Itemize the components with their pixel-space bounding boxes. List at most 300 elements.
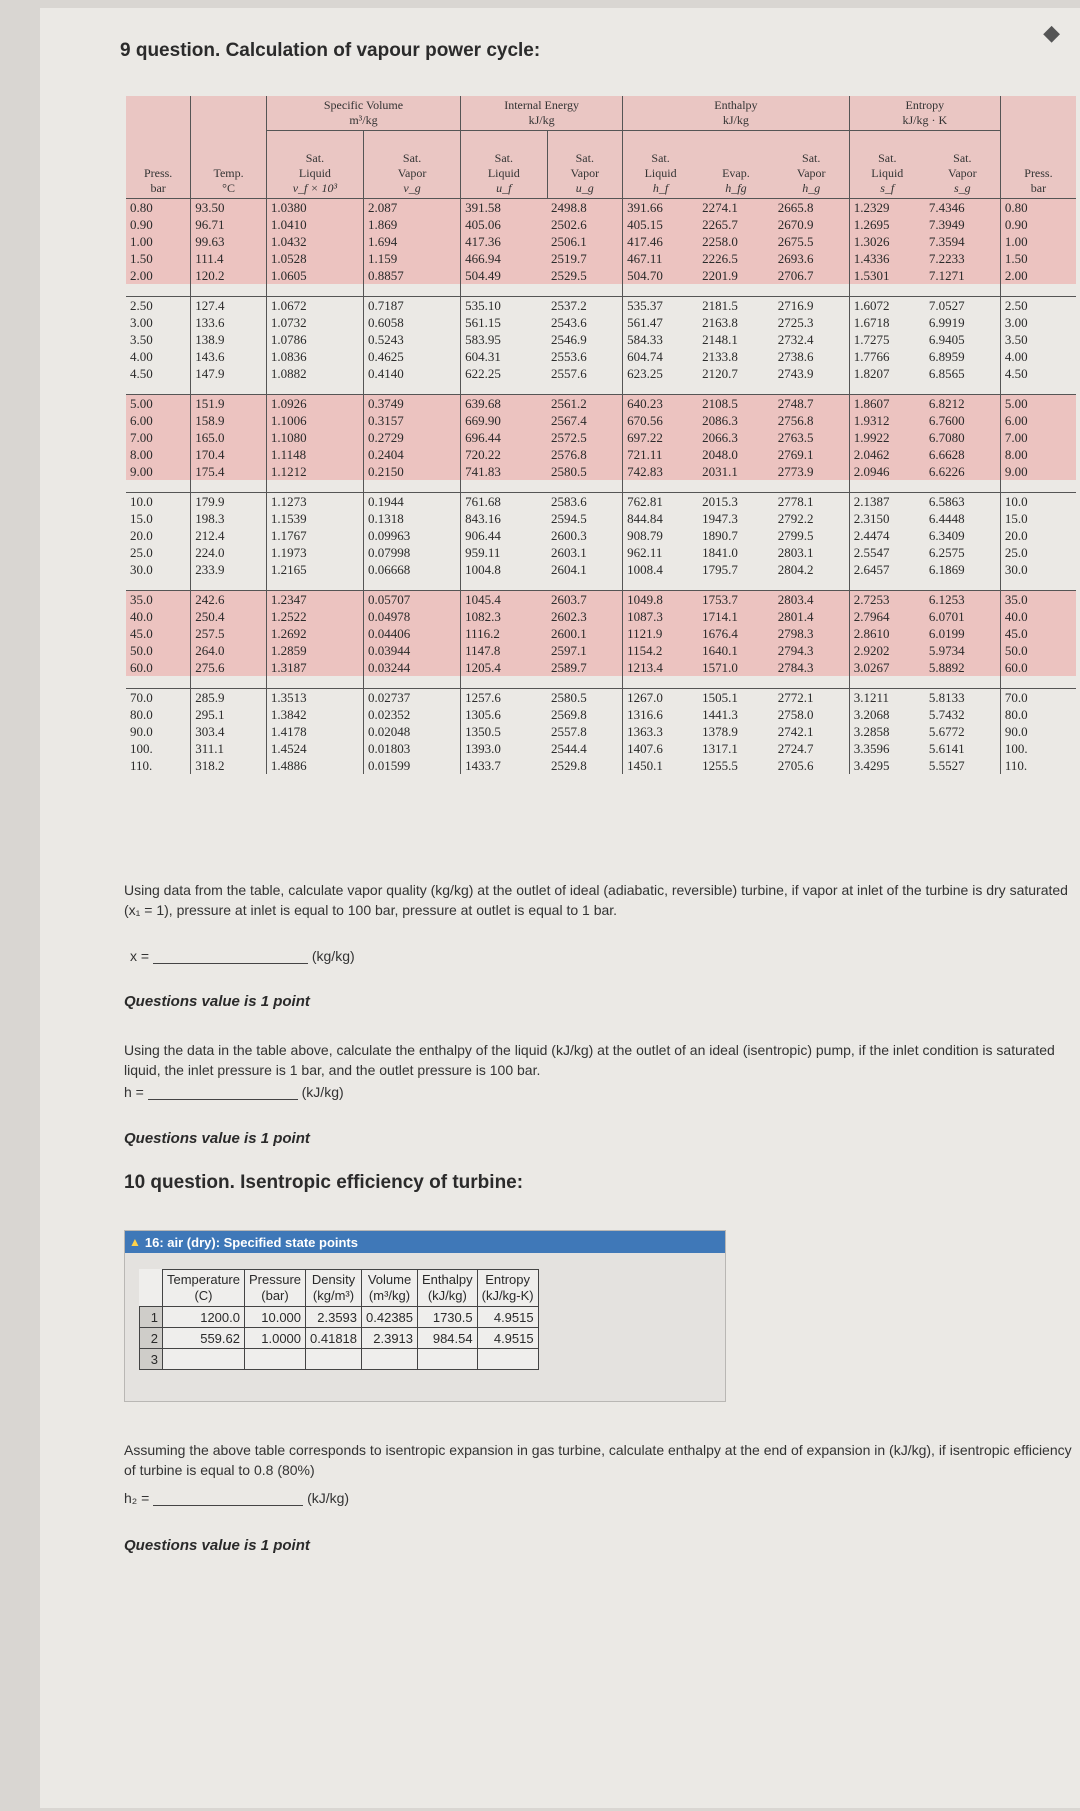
table-cell: 257.5 [191, 625, 267, 642]
table-cell: 5.6772 [928, 724, 965, 739]
table-cell: 3.4295 [849, 757, 925, 774]
table-cell: 2201.9 [698, 267, 774, 284]
table-cell: 0.7187 [363, 297, 460, 315]
table-cell: 100. [130, 741, 153, 756]
air-table-cell [163, 1349, 245, 1370]
table-cell: 1.1148 [266, 446, 363, 463]
table-cell: 504.70 [623, 267, 699, 284]
table-cell: 1.1973 [266, 544, 363, 561]
table-cell: 0.80 [1000, 199, 1076, 217]
spacer-cell [547, 676, 623, 689]
table-cell: 2738.6 [777, 349, 814, 364]
table-cell: 2133.8 [702, 349, 738, 364]
table-cell: 198.3 [191, 510, 267, 527]
table-row [126, 395, 1076, 413]
table-cell: 1.1006 [266, 412, 363, 429]
q10-text: Assuming the above table corresponds to isentropic expansion in gas turbine, calculate enthalpy at the end of expansion in (kJ/kg), if isentropic efficiency of turbine is equal to 0.8 (80%) [124, 1442, 1072, 1478]
table-cell: 224.0 [191, 544, 267, 561]
table-cell: 1.6718 [849, 314, 925, 331]
answer3-unit: (kJ/kg) [307, 1490, 350, 1506]
table-cell: 535.37 [623, 297, 699, 315]
table-cell: 2794.3 [774, 642, 850, 659]
table-cell: 2792.2 [777, 511, 814, 526]
q10-answer-line [124, 1490, 349, 1506]
steam-table-container [126, 96, 1076, 774]
spacer-cell [363, 284, 460, 297]
spec-vol-unit: m³/kg [349, 113, 378, 127]
table-cell: 2769.1 [774, 446, 850, 463]
table-cell: 1505.1 [698, 689, 774, 707]
air-state-table [139, 1269, 539, 1370]
table-cell: 25.0 [130, 545, 153, 560]
table-cell: 0.02737 [363, 689, 460, 707]
table-cell: 2.1387 [849, 493, 925, 511]
row-index: 1 [140, 1307, 163, 1328]
table-cell: 110. [130, 758, 153, 773]
table-cell: 561.47 [623, 314, 699, 331]
spacer-cell [1000, 284, 1076, 297]
table-cell: 0.90 [126, 216, 191, 233]
table-cell: 0.3749 [363, 395, 460, 413]
spacer-cell [623, 382, 699, 395]
air-table-cell: 0.42385 [362, 1307, 418, 1328]
table-cell: 4.00 [1000, 348, 1076, 365]
table-cell: 2.4474 [849, 527, 925, 544]
table-cell: 2799.5 [777, 528, 814, 543]
table-cell: 561.15 [461, 314, 547, 331]
table-cell: 2670.9 [774, 216, 850, 233]
table-row [126, 608, 1076, 625]
table-row [126, 689, 1076, 707]
table-row [126, 446, 1076, 463]
answer3-blank[interactable] [153, 1491, 303, 1506]
q9-answer1-line [130, 948, 355, 964]
table-cell: 1350.5 [461, 723, 547, 740]
table-cell: 2502.6 [547, 216, 623, 233]
table-cell: 4.50 [130, 366, 153, 381]
vg-symbol: v_g [403, 181, 421, 195]
table-cell: 175.4 [191, 463, 267, 480]
table-cell: 0.1318 [363, 510, 460, 527]
table-cell: 2705.6 [777, 758, 814, 773]
table-cell: 1267.0 [623, 689, 699, 707]
table-cell: 2732.4 [777, 332, 814, 347]
table-cell: 6.9405 [928, 332, 965, 347]
table-cell: 2529.5 [547, 267, 623, 284]
table-cell: 0.06668 [363, 561, 460, 578]
table-cell: 1049.8 [623, 591, 699, 609]
table-cell: 6.8212 [925, 395, 1001, 413]
table-cell: 2724.7 [777, 741, 814, 756]
vf-symbol: v_f × 10³ [292, 181, 338, 195]
spacer-cell [774, 382, 850, 395]
air-table-cell: 4.9515 [477, 1307, 538, 1328]
table-row [126, 510, 1076, 527]
table-cell: 1795.7 [702, 562, 738, 577]
table-cell: 6.2575 [928, 545, 965, 560]
entropy-unit: kJ/kg · K [902, 113, 948, 127]
air-column-unit: (kJ/kg) [427, 1288, 467, 1303]
table-cell: 5.00 [126, 395, 191, 413]
air-column-header [163, 1270, 245, 1307]
table-cell: 1.2347 [266, 591, 363, 609]
table-cell: 96.71 [191, 216, 267, 233]
table-cell: 1.1273 [266, 493, 363, 511]
q9-value-2: Questions value is 1 point [124, 1130, 310, 1147]
group-spacer [126, 480, 1076, 493]
table-cell: 10.0 [1000, 493, 1076, 511]
table-cell: 2529.8 [551, 758, 587, 773]
table-cell: 417.36 [461, 233, 547, 250]
answer1-blank[interactable] [153, 949, 308, 964]
table-cell: 1407.6 [623, 740, 699, 757]
table-row [126, 429, 1076, 446]
table-row [126, 544, 1076, 561]
table-cell: 40.0 [126, 608, 191, 625]
table-cell: 1305.6 [461, 706, 547, 723]
table-cell: 2.50 [1000, 297, 1076, 315]
table-cell: 6.9919 [928, 315, 965, 330]
spacer-cell [698, 578, 774, 591]
table-cell: 2557.6 [551, 366, 587, 381]
table-cell: 2778.1 [774, 493, 850, 511]
enthalpy-header [623, 96, 850, 131]
table-cell: 1.2695 [849, 216, 925, 233]
table-cell: 405.06 [461, 216, 547, 233]
steam-table [126, 96, 1076, 774]
table-cell: 2798.3 [774, 625, 850, 642]
spacer-cell [849, 676, 925, 689]
table-cell: 1121.9 [623, 625, 699, 642]
table-cell: 5.9734 [925, 642, 1001, 659]
spacer-cell [126, 284, 191, 297]
table-cell: 45.0 [1000, 625, 1076, 642]
q9-value-1: Questions value is 1 point [124, 993, 310, 1010]
table-cell: 2.3150 [849, 510, 925, 527]
sg-symbol: s_g [954, 181, 971, 195]
table-cell: 2602.3 [547, 608, 623, 625]
sf-symbol: s_f [880, 181, 895, 195]
table-cell: 1753.7 [698, 591, 774, 609]
spacer-cell [698, 676, 774, 689]
table-cell: 1.0672 [266, 297, 363, 315]
int-energy-unit: kJ/kg [528, 113, 555, 127]
spacer [191, 96, 267, 131]
table-cell: 0.02352 [363, 706, 460, 723]
table-cell: 2015.3 [698, 493, 774, 511]
table-cell: 0.90 [1000, 216, 1076, 233]
air-column-unit: (kg/m³) [312, 1288, 355, 1303]
table-cell: 165.0 [191, 429, 267, 446]
table-cell: 1.0432 [266, 233, 363, 250]
spacer-cell [363, 578, 460, 591]
temp-unit: °C [222, 181, 235, 195]
table-cell: 2567.4 [547, 412, 623, 429]
air-table-cell: 10.000 [244, 1307, 305, 1328]
table-cell: 8.00 [126, 446, 191, 463]
spacer-cell [363, 676, 460, 689]
table-row [126, 314, 1076, 331]
spacer-cell [266, 480, 363, 493]
table-cell: 1154.2 [623, 642, 699, 659]
table-row [126, 348, 1076, 365]
air-column-name: Pressure [248, 1272, 302, 1287]
spacer-cell [849, 578, 925, 591]
group-spacer [126, 676, 1076, 689]
spacer-cell [925, 284, 1001, 297]
air-panel-title: 16: air (dry): Specified state points [144, 1234, 358, 1250]
table-cell: 2748.7 [774, 395, 850, 413]
table-cell: 0.4140 [363, 365, 460, 382]
hfg-label: Evap. [722, 166, 750, 180]
table-cell: 0.8857 [363, 267, 460, 284]
table-cell: 2773.9 [774, 463, 850, 480]
table-row [126, 216, 1076, 233]
table-cell: 391.66 [623, 199, 699, 217]
table-cell: 1.7766 [849, 348, 925, 365]
table-cell: 1.0926 [266, 395, 363, 413]
spacer-cell [126, 382, 191, 395]
table-cell: 2544.4 [551, 741, 587, 756]
steam-table-body [126, 199, 1076, 775]
table-cell: 1.3842 [266, 706, 363, 723]
table-cell: 6.7080 [925, 429, 1001, 446]
table-cell: 844.84 [623, 510, 699, 527]
hf-label: Sat. Liquid [644, 151, 677, 180]
table-cell: 7.4346 [925, 199, 1001, 217]
air-column-header [306, 1270, 362, 1307]
table-cell: 622.25 [461, 365, 547, 382]
table-cell: 60.0 [126, 659, 191, 676]
table-cell: 1.2692 [266, 625, 363, 642]
vg-label: Sat. Vapor [397, 151, 427, 180]
air-table-row [140, 1349, 539, 1370]
table-cell: 2693.6 [774, 250, 850, 267]
answer2-blank[interactable] [148, 1085, 298, 1100]
answer3-label: h₂ = [124, 1490, 150, 1506]
table-cell: 2603.1 [551, 545, 587, 560]
sf-col-header [849, 131, 925, 199]
table-cell: 6.4448 [928, 511, 965, 526]
table-cell: 959.11 [461, 544, 547, 561]
spacer-cell [191, 480, 267, 493]
table-cell: 670.56 [623, 412, 699, 429]
table-cell: 1.0732 [266, 314, 363, 331]
table-cell: 6.5863 [925, 493, 1001, 511]
table-cell: 1.8207 [849, 365, 925, 382]
table-cell: 6.1869 [928, 562, 965, 577]
temp-col-header [191, 131, 267, 199]
table-cell: 2031.1 [698, 463, 774, 480]
spacer-cell [774, 578, 850, 591]
table-cell: 1.4524 [266, 740, 363, 757]
table-cell: 584.33 [623, 331, 699, 348]
table-cell: 2108.5 [698, 395, 774, 413]
table-cell: 1045.4 [461, 591, 547, 609]
table-cell: 2597.1 [547, 642, 623, 659]
air-table-cell: 1730.5 [418, 1307, 478, 1328]
table-cell: 80.0 [130, 707, 153, 722]
table-cell: 1441.3 [702, 707, 738, 722]
sg-col-header [925, 131, 1001, 199]
table-cell: 1.2329 [849, 199, 925, 217]
spec-vol-label: Specific Volume [323, 98, 404, 112]
table-cell: 1.6072 [849, 297, 925, 315]
table-cell: 696.44 [461, 429, 547, 446]
table-cell: 318.2 [191, 757, 267, 774]
table-cell: 2716.9 [774, 297, 850, 315]
table-cell: 0.2404 [363, 446, 460, 463]
table-cell: 1.50 [1000, 250, 1076, 267]
spacer-cell [547, 382, 623, 395]
table-cell: 2763.5 [774, 429, 850, 446]
ug-label: Sat. Vapor [570, 151, 600, 180]
air-table-cell [306, 1349, 362, 1370]
table-cell: 761.68 [461, 493, 547, 511]
table-row [126, 250, 1076, 267]
table-cell: 70.0 [126, 689, 191, 707]
spacer-cell [266, 578, 363, 591]
air-table-header-row [140, 1270, 539, 1307]
table-cell: 604.74 [623, 348, 699, 365]
table-cell: 2.00 [1000, 267, 1076, 284]
table-cell: 2603.7 [547, 591, 623, 609]
table-cell: 2706.7 [774, 267, 850, 284]
table-cell: 1.0528 [266, 250, 363, 267]
table-cell: 10.0 [126, 493, 191, 511]
question-10-title: 10 question. Isentropic efficiency of turbine: [124, 1172, 524, 1193]
table-cell: 2600.3 [551, 528, 587, 543]
table-cell: 170.4 [191, 446, 267, 463]
table-cell: 1.2859 [266, 642, 363, 659]
table-cell: 3.2068 [849, 706, 925, 723]
table-cell: 1317.1 [702, 741, 738, 756]
table-cell: 2.9202 [849, 642, 925, 659]
group-spacer [126, 578, 1076, 591]
table-cell: 1.0410 [266, 216, 363, 233]
table-cell: 2589.7 [547, 659, 623, 676]
table-cell: 0.80 [126, 199, 191, 217]
table-cell: 3.50 [1000, 331, 1076, 348]
table-cell: 143.6 [191, 348, 267, 365]
table-cell: 2784.3 [774, 659, 850, 676]
table-cell: 2.7253 [849, 591, 925, 609]
table-cell: 623.25 [623, 365, 699, 382]
table-cell: 15.0 [1000, 510, 1076, 527]
table-cell: 2537.2 [547, 297, 623, 315]
spacer-cell [623, 578, 699, 591]
table-row [126, 365, 1076, 382]
table-cell: 3.00 [130, 315, 153, 330]
air-table-row [140, 1328, 539, 1349]
table-cell: 179.9 [191, 493, 267, 511]
spacer-cell [925, 578, 1001, 591]
table-cell: 2506.1 [547, 233, 623, 250]
table-row [126, 591, 1076, 609]
table-cell: 2226.5 [698, 250, 774, 267]
press-right-col-header [1000, 131, 1076, 199]
table-row [126, 659, 1076, 676]
vf-label: Sat. Liquid [298, 151, 331, 180]
table-cell: 6.1253 [925, 591, 1001, 609]
air-table-cell: 4.9515 [477, 1328, 538, 1349]
table-row [126, 297, 1076, 315]
table-cell: 0.04406 [363, 625, 460, 642]
table-row [126, 723, 1076, 740]
air-column-name: Density [311, 1272, 356, 1287]
table-cell: 60.0 [1000, 659, 1076, 676]
spacer-cell [849, 480, 925, 493]
spacer-cell [363, 480, 460, 493]
table-cell: 1571.0 [698, 659, 774, 676]
answer2-label: h = [124, 1084, 144, 1100]
table-cell: 2086.3 [698, 412, 774, 429]
table-cell: 0.5243 [363, 331, 460, 348]
table-cell: 639.68 [461, 395, 547, 413]
air-table-cell: 1.0000 [244, 1328, 305, 1349]
table-cell: 2801.4 [774, 608, 850, 625]
table-cell: 80.0 [1000, 706, 1076, 723]
table-cell: 0.07998 [363, 544, 460, 561]
spacer-cell [191, 676, 267, 689]
table-cell: 2.6457 [849, 561, 925, 578]
table-cell: 2181.5 [698, 297, 774, 315]
table-cell: 90.0 [130, 724, 153, 739]
spacer-cell [849, 382, 925, 395]
row-index: 3 [140, 1349, 163, 1370]
table-cell: 1004.8 [461, 561, 547, 578]
table-cell: 1147.8 [461, 642, 547, 659]
table-cell: 6.0199 [925, 625, 1001, 642]
air-column-unit: (bar) [261, 1288, 289, 1303]
table-cell: 1.50 [126, 250, 191, 267]
press-right-unit: bar [1030, 181, 1047, 195]
table-cell: 2572.5 [547, 429, 623, 446]
table-cell: 0.01803 [363, 740, 460, 757]
table-cell: 2274.1 [698, 199, 774, 217]
air-column-unit: (C) [194, 1288, 213, 1303]
table-cell: 583.95 [461, 331, 547, 348]
spacer-cell [849, 284, 925, 297]
table-cell: 2.0946 [849, 463, 925, 480]
spacer-cell [363, 382, 460, 395]
table-cell: 1255.5 [702, 758, 738, 773]
spacer-cell [191, 284, 267, 297]
table-cell: 742.83 [623, 463, 699, 480]
table-cell: 2048.0 [698, 446, 774, 463]
q9-part2-text: Using the data in the table above, calculate the enthalpy of the liquid (kJ/kg) at the outlet of an ideal (isentropic) pump, if the inlet condition is saturated liquid, the inlet pressure is 1 bar, and the outlet pressure is 100 bar. [124, 1042, 1055, 1078]
table-cell: 2742.1 [777, 724, 814, 739]
table-cell: 2665.8 [774, 199, 850, 217]
table-cell: 1.2522 [266, 608, 363, 625]
air-table-cell: 0.41818 [306, 1328, 362, 1349]
sg-label: Sat. Vapor [948, 151, 977, 180]
table-cell: 35.0 [1000, 591, 1076, 609]
air-table-cell [477, 1349, 538, 1370]
table-cell: 604.31 [461, 348, 547, 365]
hg-label: Sat. Vapor [796, 151, 826, 180]
table-cell: 2066.3 [698, 429, 774, 446]
air-table-cell: 1200.0 [163, 1307, 245, 1328]
spacer-cell [925, 676, 1001, 689]
temp-label: Temp. [213, 166, 244, 180]
table-cell: 0.09963 [363, 527, 460, 544]
spacer-cell [774, 480, 850, 493]
spacer-cell [925, 480, 1001, 493]
table-cell: 6.3409 [928, 528, 965, 543]
table-cell: 2120.7 [702, 366, 738, 381]
table-cell: 5.00 [1000, 395, 1076, 413]
